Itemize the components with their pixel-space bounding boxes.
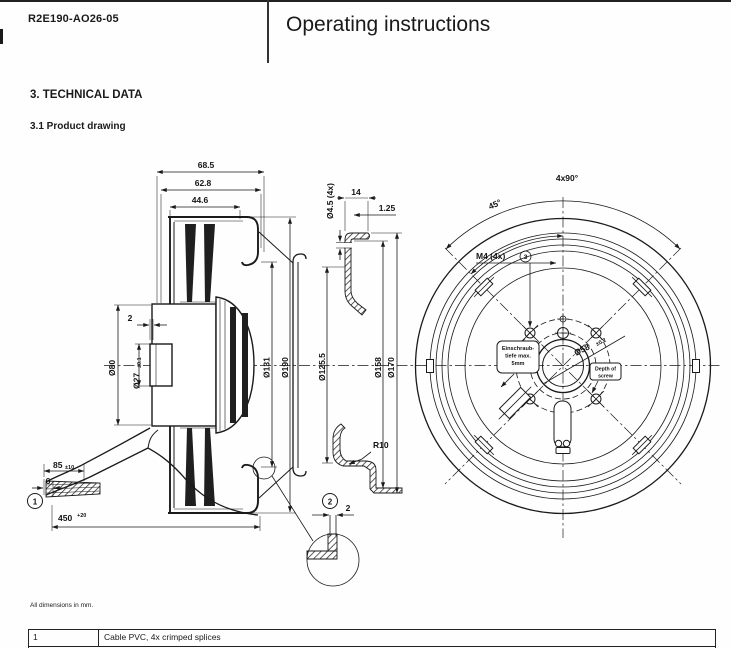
dim-depth-total: 68.5 — [197, 160, 215, 170]
table-row — [29, 630, 715, 647]
dim-sheet-thickness: 1.25 — [378, 203, 396, 213]
front-view — [416, 173, 711, 538]
page-title: Operating instructions — [286, 13, 491, 36]
dim-cable-len-tol: +20 — [77, 513, 87, 519]
flange-hole — [344, 243, 352, 249]
dim-screw-offset-angle: 45° — [486, 197, 503, 212]
dim-cable-free-tol: ±10 — [65, 465, 75, 471]
dim-shaft-dia-tol: ±0.1 — [137, 357, 143, 368]
dim-screw-thread: M4 (4x) — [476, 251, 506, 261]
dim-ring-mid: Ø158 — [373, 357, 383, 378]
subsection-heading: 3.1 Product drawing — [30, 121, 126, 132]
dim-ring-inner: Ø125.5 — [317, 353, 327, 381]
cable — [46, 428, 258, 515]
screw-depth-en-line2: screw — [598, 373, 613, 380]
dim-shaft-dia: Ø27 — [131, 372, 142, 389]
dim-pilot-dia-tol: ±0.2 — [595, 337, 608, 348]
parts-table — [28, 629, 716, 648]
item-marker-1-label: 1 — [32, 497, 38, 507]
dim-flange-hole: Ø4.5 (4x) — [325, 183, 335, 219]
item-marker-2-label: 2 — [327, 497, 333, 507]
screw-boss — [494, 382, 536, 424]
dim-cable-free: 85 — [53, 460, 63, 470]
dim-inlet-dia: Ø131 — [261, 357, 272, 378]
side-view — [28, 160, 314, 541]
scan-mark — [0, 29, 3, 44]
dim-screw-pattern-angle: 4x90° — [555, 173, 579, 183]
table-cell-description: Cable PVC, 4x crimped splices — [104, 631, 221, 642]
model-number: R2E190-AO26-05 — [28, 13, 119, 25]
detail-view — [307, 494, 359, 587]
item-marker-3-label: 3 — [523, 254, 528, 261]
dim-impeller-dia: Ø190 — [280, 357, 290, 378]
cable-exit — [554, 401, 571, 454]
dim-pilot-dia: Ø58 — [572, 341, 592, 358]
screw-depth-de-line1: Einschraub- — [501, 346, 535, 352]
motor-cap — [150, 344, 172, 386]
screw-depth-en-line1: Depth of — [594, 366, 617, 373]
dim-splice-len: 6 — [45, 476, 51, 486]
screw-depth-de-line2: tiefe max. — [505, 353, 531, 360]
dim-cable-len: 450 — [58, 513, 73, 523]
dim-depth-housing: 62.8 — [194, 178, 212, 188]
dim-motor-step: 2 — [127, 313, 133, 323]
dim-motor-dia: Ø80 — [107, 359, 117, 376]
dim-depth-impeller: 44.6 — [191, 195, 209, 205]
dim-flange-width: 14 — [351, 187, 361, 197]
section-heading: 3. TECHNICAL DATA — [30, 89, 143, 101]
wall-ring-section — [317, 183, 402, 493]
screw-depth-de-line3: 5mm — [511, 361, 525, 367]
dim-fillet: R10 — [373, 440, 389, 450]
dim-ring-outer: Ø170 — [386, 357, 396, 378]
dim-detail-gap: 2 — [345, 503, 351, 513]
dimensions-note: All dimensions in mm. — [30, 602, 94, 609]
table-cell-item-number: 1 — [29, 630, 99, 646]
